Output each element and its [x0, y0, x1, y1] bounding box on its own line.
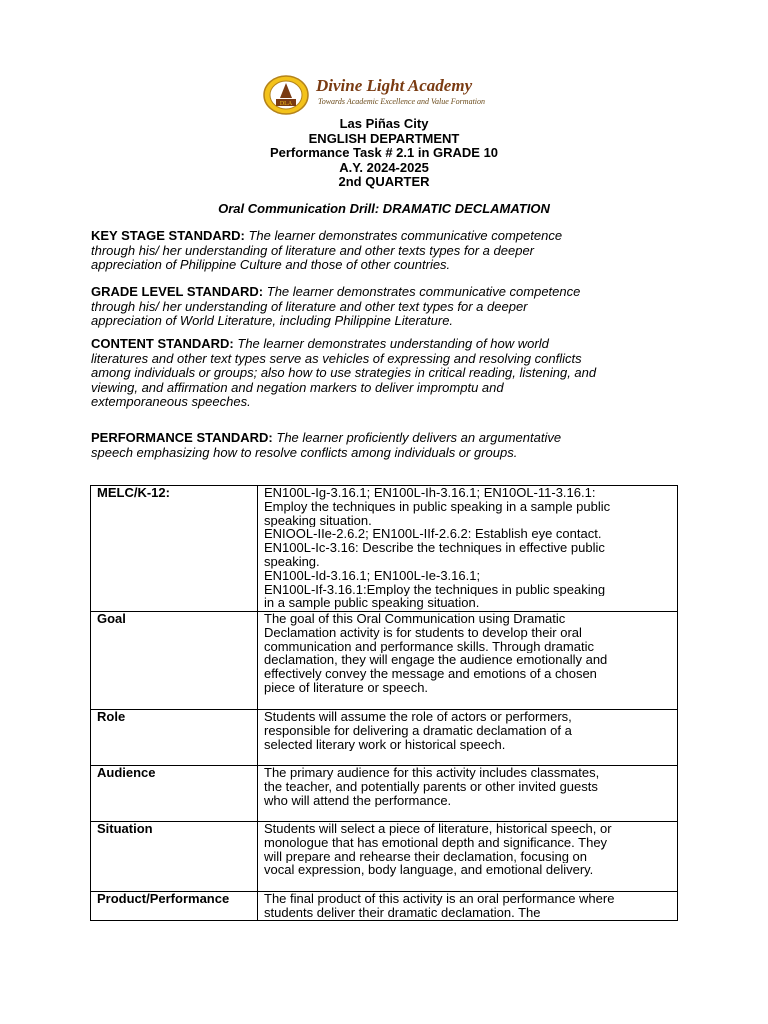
standard-text: appreciation of Philippine Culture and those of other countries. [91, 257, 451, 273]
school-tagline: Towards Academic Excellence and Value Formation [318, 97, 486, 106]
standard-text: extemporaneous speeches. [91, 394, 251, 410]
standard-label: PERFORMANCE STANDARD: [91, 430, 273, 445]
row-line: EN100L-Ic-3.16: Describe the techniques in effective public [264, 541, 605, 555]
row-line: responsible for delivering a dramatic declamation of a [264, 723, 572, 738]
standard-text: viewing, and affirmation and negation markers to deliver impromptu and [91, 379, 504, 395]
content-standard [91, 337, 691, 410]
standard-label: CONTENT STANDARD: [91, 336, 234, 351]
seal-text: DLA [279, 101, 293, 107]
document-header [0, 117, 768, 190]
row-line: monologue that has emotional depth and significance. They [264, 835, 608, 850]
row-line: communication and performance skills. Through dramatic [264, 639, 594, 654]
table-row [91, 486, 678, 612]
grade-level-standard [91, 285, 691, 329]
header-year: A.Y. 2024-2025 [339, 159, 429, 175]
row-line: declamation, they will engage the audience emotionally and [264, 653, 608, 668]
standard-text: The learner demonstrates communicative competence [266, 284, 581, 299]
row-key: MELC/K-12: [91, 486, 258, 612]
row-line: ENIOOL-IIe-2.6.2; EN100L-IIf-2.6.2: Establish eye contact. [264, 527, 602, 542]
row-line: selected literary work or historical speech. [264, 737, 506, 752]
standard-text: The learner demonstrates communicative competence [248, 228, 563, 243]
row-value [258, 892, 678, 921]
header-quarter: 2nd QUARTER [338, 174, 430, 189]
table-row [91, 822, 678, 892]
row-line: Students will assume the role of actors or performers, [264, 710, 572, 724]
school-logo [262, 74, 512, 116]
table-row [91, 766, 678, 822]
table-row [91, 612, 678, 710]
table-row [91, 892, 678, 921]
standard-text: through his/ her understanding of literature and other text types for a deeper [91, 298, 528, 314]
standard-text: appreciation of World Literature, including Philippine Literature. [91, 313, 454, 329]
table-row [91, 710, 678, 766]
standard-text: The learner demonstrates understanding of how world [237, 336, 549, 351]
row-line: piece of literature or speech. [264, 680, 429, 695]
task-table [90, 485, 678, 921]
row-key: Goal [91, 612, 258, 710]
row-key: Situation [91, 822, 258, 892]
header-department: ENGLISH DEPARTMENT [308, 130, 460, 146]
standard-text: The learner proficiently delivers an argumentative [276, 430, 562, 445]
school-seal-icon [262, 74, 310, 116]
document-subtitle: Oral Communication Drill: DRAMATIC DECLAMATION [218, 201, 550, 216]
row-line: Declamation activity is for students to develop their oral [264, 625, 582, 640]
row-line: vocal expression, body language, and emotional delivery. [264, 863, 594, 878]
row-line: effectively convey the message and emotions of a chosen [264, 667, 597, 681]
row-line: EN100L-Ig-3.16.1; EN100L-Ih-3.16.1; EN10OL-11-3.16.1: [264, 486, 596, 500]
row-value [258, 822, 678, 892]
row-line: EN100L-If-3.16.1:Employ the techniques in public speaking [264, 582, 606, 597]
standard-text: among individuals or groups; also how to use strategies in critical reading, listening, and [91, 365, 597, 381]
header-city: Las Piñas City [339, 116, 429, 131]
row-line: in a sample public speaking situation. [264, 596, 480, 611]
performance-standard [91, 431, 691, 460]
standard-text: literatures and other text types serve as vehicles of expressing and resolving conflicts [91, 350, 582, 366]
key-stage-standard [91, 229, 691, 273]
row-line: Employ the techniques in public speaking in a sample public [264, 499, 611, 514]
row-line: Students will select a piece of literature, historical speech, or [264, 822, 612, 836]
row-line: speaking situation. [264, 513, 372, 528]
row-line: who will attend the performance. [264, 793, 452, 808]
row-value [258, 612, 678, 710]
row-line: students deliver their dramatic declamation. The [264, 905, 541, 920]
row-line: the teacher, and potentially parents or other invited guests [264, 779, 598, 794]
standard-text: speech emphasizing how to resolve conflicts among individuals or groups. [91, 444, 518, 460]
row-line: will prepare and rehearse their declamation, focusing on [264, 849, 588, 864]
row-value [258, 486, 678, 612]
standard-label: GRADE LEVEL STANDARD: [91, 284, 264, 299]
header-task: Performance Task # 2.1 in GRADE 10 [269, 145, 499, 160]
standard-text: through his/ her understanding of literature and other texts types for a deeper [91, 242, 534, 258]
row-line: The primary audience for this activity includes classmates, [264, 766, 600, 780]
row-line: The goal of this Oral Communication using Dramatic [264, 612, 566, 626]
standard-label: KEY STAGE STANDARD: [91, 228, 245, 243]
school-name: Divine Light Academy [316, 76, 473, 95]
row-key: Product/Performance [91, 892, 258, 921]
row-line: speaking. [264, 554, 320, 569]
row-key: Audience [91, 766, 258, 822]
row-line: The final product of this activity is an oral performance where [264, 892, 615, 906]
row-value [258, 710, 678, 766]
row-key: Role [91, 710, 258, 766]
row-value [258, 766, 678, 822]
row-line: EN100L-Id-3.16.1; EN100L-Ie-3.16.1; [264, 568, 481, 583]
